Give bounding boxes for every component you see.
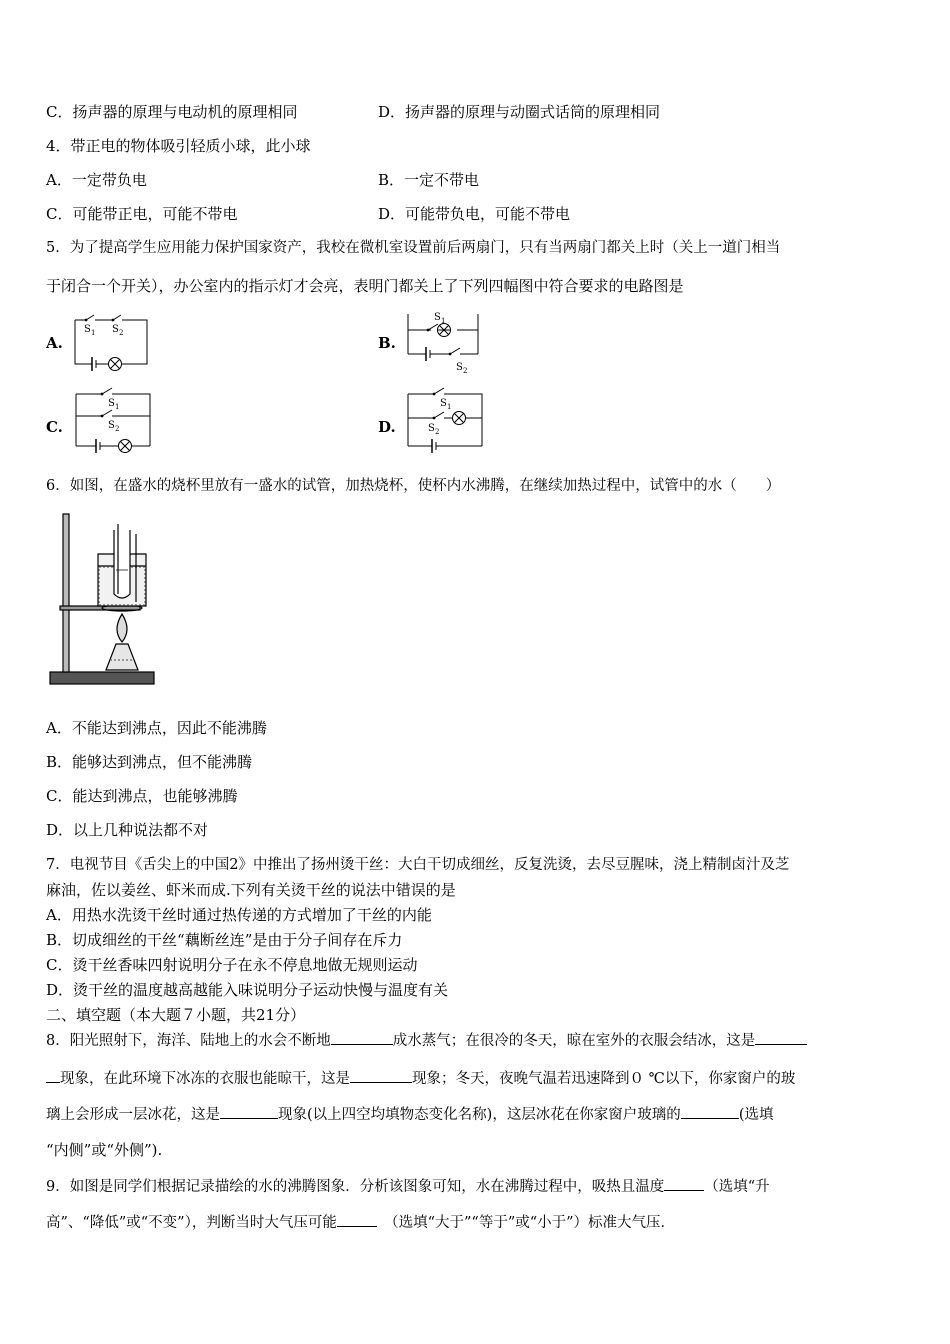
question-6: 6．如图，在盛水的烧杯里放有一盛水的试管，加热烧杯，使杯内水沸腾，在继续加热过程中，试管中的水（ ） [46, 478, 781, 494]
answer-blank[interactable] [755, 1030, 807, 1045]
answer-blank[interactable] [664, 1176, 704, 1191]
option-7b: B．切成细丝的干丝“藕断丝连”是由于分子间存在斥力 [46, 931, 403, 949]
svg-text:2: 2 [463, 367, 468, 375]
answer-blank[interactable] [337, 1212, 377, 1227]
question-8-line2: 现象，在此环境下冰冻的衣服也能晾干，这是 现象；冬天，夜晚气温若迅速降到０ ℃以下，你家窗户的玻 [46, 1068, 795, 1089]
option-6d: D．以上几种说法都不对 [46, 821, 209, 839]
question-8-line1: 8．阳光照射下，海洋、陆地上的水会不断地 成水蒸气；在很冷的冬天，晾在室外的衣服会结冰，这是 [46, 1030, 807, 1051]
svg-text:2: 2 [119, 329, 124, 337]
option-3c: C．扬声器的原理与电动机的原理相同 [46, 103, 298, 121]
beaker-apparatus-figure [46, 510, 160, 688]
answer-blank[interactable] [331, 1030, 393, 1045]
switch-s2-label: S [108, 420, 115, 431]
switch-s2-label: S [456, 362, 463, 373]
circuit-a-diagram [72, 312, 154, 372]
svg-text:1: 1 [447, 403, 452, 411]
answer-blank[interactable] [220, 1104, 278, 1119]
question-8-line3: 璃上会形成一层冰花，这是 现象(以上四空均填物态变化名称)，这层冰花在你家窗户玻璃的 (选填 [46, 1104, 773, 1125]
circuit-a-label: A. [46, 334, 63, 352]
question-5-line1: 5．为了提高学生应用能力保护国家资产，我校在微机室设置前后两扇门，只有当两扇门都关上时（关上一道门相当 [46, 240, 781, 256]
option-4c: C．可能带正电，可能不带电 [46, 205, 238, 223]
svg-text:1: 1 [115, 403, 120, 411]
svg-text:2: 2 [115, 425, 120, 433]
answer-blank[interactable] [46, 1068, 60, 1083]
question-8-line4: “内侧”或“外侧”). [46, 1141, 163, 1159]
svg-text:1: 1 [91, 329, 96, 337]
option-6b: B．能够达到沸点，但不能沸腾 [46, 753, 253, 771]
question-4: 4．带正电的物体吸引轻质小球，此小球 [46, 137, 311, 155]
circuit-b-diagram [404, 306, 482, 376]
switch-s2-label: S [428, 423, 435, 434]
switch-s1-label: S [108, 398, 115, 409]
switch-s1-label: S [84, 324, 91, 335]
option-7c: C．烫干丝香味四射说明分子在永不停息地做无规则运动 [46, 956, 418, 974]
switch-s2-label: S [112, 324, 119, 335]
switch-s1-label: S [440, 398, 447, 409]
option-4d: D．可能带负电，可能不带电 [378, 205, 571, 223]
circuit-b-label: B. [378, 334, 396, 352]
option-7a: A．用热水洗烫干丝时通过热传递的方式增加了干丝的内能 [46, 906, 432, 924]
question-9-line2: 高”、“降低”或“不变”），判断当时大气压可能 （选填“大于”“等于”或“小于”）标准大气压． [46, 1212, 675, 1233]
option-4b: B．一定不带电 [378, 171, 480, 189]
answer-blank[interactable] [681, 1104, 739, 1119]
option-3d: D．扬声器的原理与动圈式话筒的原理相同 [378, 103, 661, 121]
section-2-heading: 二、填空题（本大题７小题，共21分） [46, 1006, 306, 1024]
circuit-c-label: C. [46, 418, 63, 436]
switch-s1-label: S [434, 312, 441, 323]
svg-text:1: 1 [441, 317, 446, 325]
circuit-d-label: D. [378, 418, 396, 436]
option-6c: C．能达到沸点，也能够沸腾 [46, 787, 238, 805]
question-9-line1: 9．如图是同学们根据记录描绘的水的沸腾图象．分析该图象可知，水在沸腾过程中，吸热且温度 （选填“升 [46, 1176, 770, 1197]
answer-blank[interactable] [350, 1068, 412, 1083]
option-6a: A．不能达到沸点，因此不能沸腾 [46, 719, 267, 737]
question-5-line2: 于闭合一个开关），办公室内的指示灯才会亮，表明门都关上了下列四幅图中符合要求的电路图是 [46, 277, 684, 295]
option-7d: D．烫干丝的温度越高越能入味说明分子运动快慢与温度有关 [46, 981, 449, 999]
question-7-line1: 7．电视节目《舌尖上的中国2》中推出了扬州烫干丝：大白干切成细丝，反复洗烫，去尽豆腥味，浇上精制卤汁及芝 [46, 857, 790, 873]
circuit-c-diagram [72, 386, 154, 456]
svg-text:2: 2 [435, 428, 440, 436]
circuit-d-diagram [404, 386, 486, 456]
question-7-line2: 麻油，佐以姜丝、虾米而成.下列有关烫干丝的说法中错误的是 [46, 881, 456, 899]
option-4a: A．一定带负电 [46, 171, 147, 189]
